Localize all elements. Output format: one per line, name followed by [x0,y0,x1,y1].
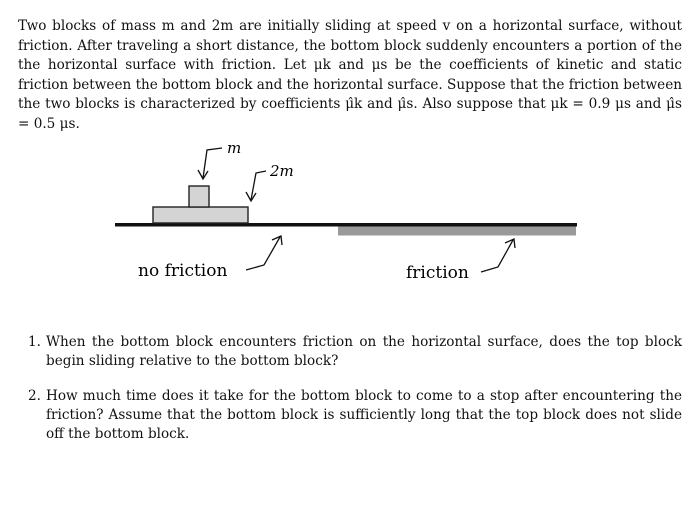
bottom-mass-arrow [251,171,266,200]
question-item [28,387,682,444]
top-mass-label: m [227,139,242,157]
friction-label: friction [406,263,469,283]
no-friction-arrow [246,237,280,270]
question-text: How much time does it take for the bottom block to come to a stop after encountering the friction? Assume that the bottom block is sufficiently long that the top block does not slide off the bottom block. [46,388,682,442]
top-block [189,186,209,207]
bottom-block [153,207,248,223]
question-text: When the bottom block encounters friction on the horizontal surface, does the top block begin sliding relative to the bottom block? [46,334,682,369]
intro-text: Two blocks of mass m and 2m are initially sliding at speed v on a horizontal surface, without friction. After traveling a short distance, the bottom block suddenly encounters a portion of the the horizontal surface with friction. Let μk and μs be the coefficients of kinetic and static friction between the bottom block and the horizontal surface. Suppose that the friction between the two blocks is characterized by coefficients μ̂k and μ̂s. Also suppose that μk = 0.9 μs and μ̂s = 0.5 μs. [18,18,682,132]
no-friction-arrowhead [272,236,282,245]
question-number: 2. [28,388,41,404]
friction-arrow [481,240,513,272]
question-list [28,333,682,460]
question-number: 1. [28,334,41,350]
bottom-mass-label: 2m [270,162,294,180]
no-friction-label: no friction [138,261,228,281]
friction-region [338,227,576,236]
question-item [28,333,682,371]
